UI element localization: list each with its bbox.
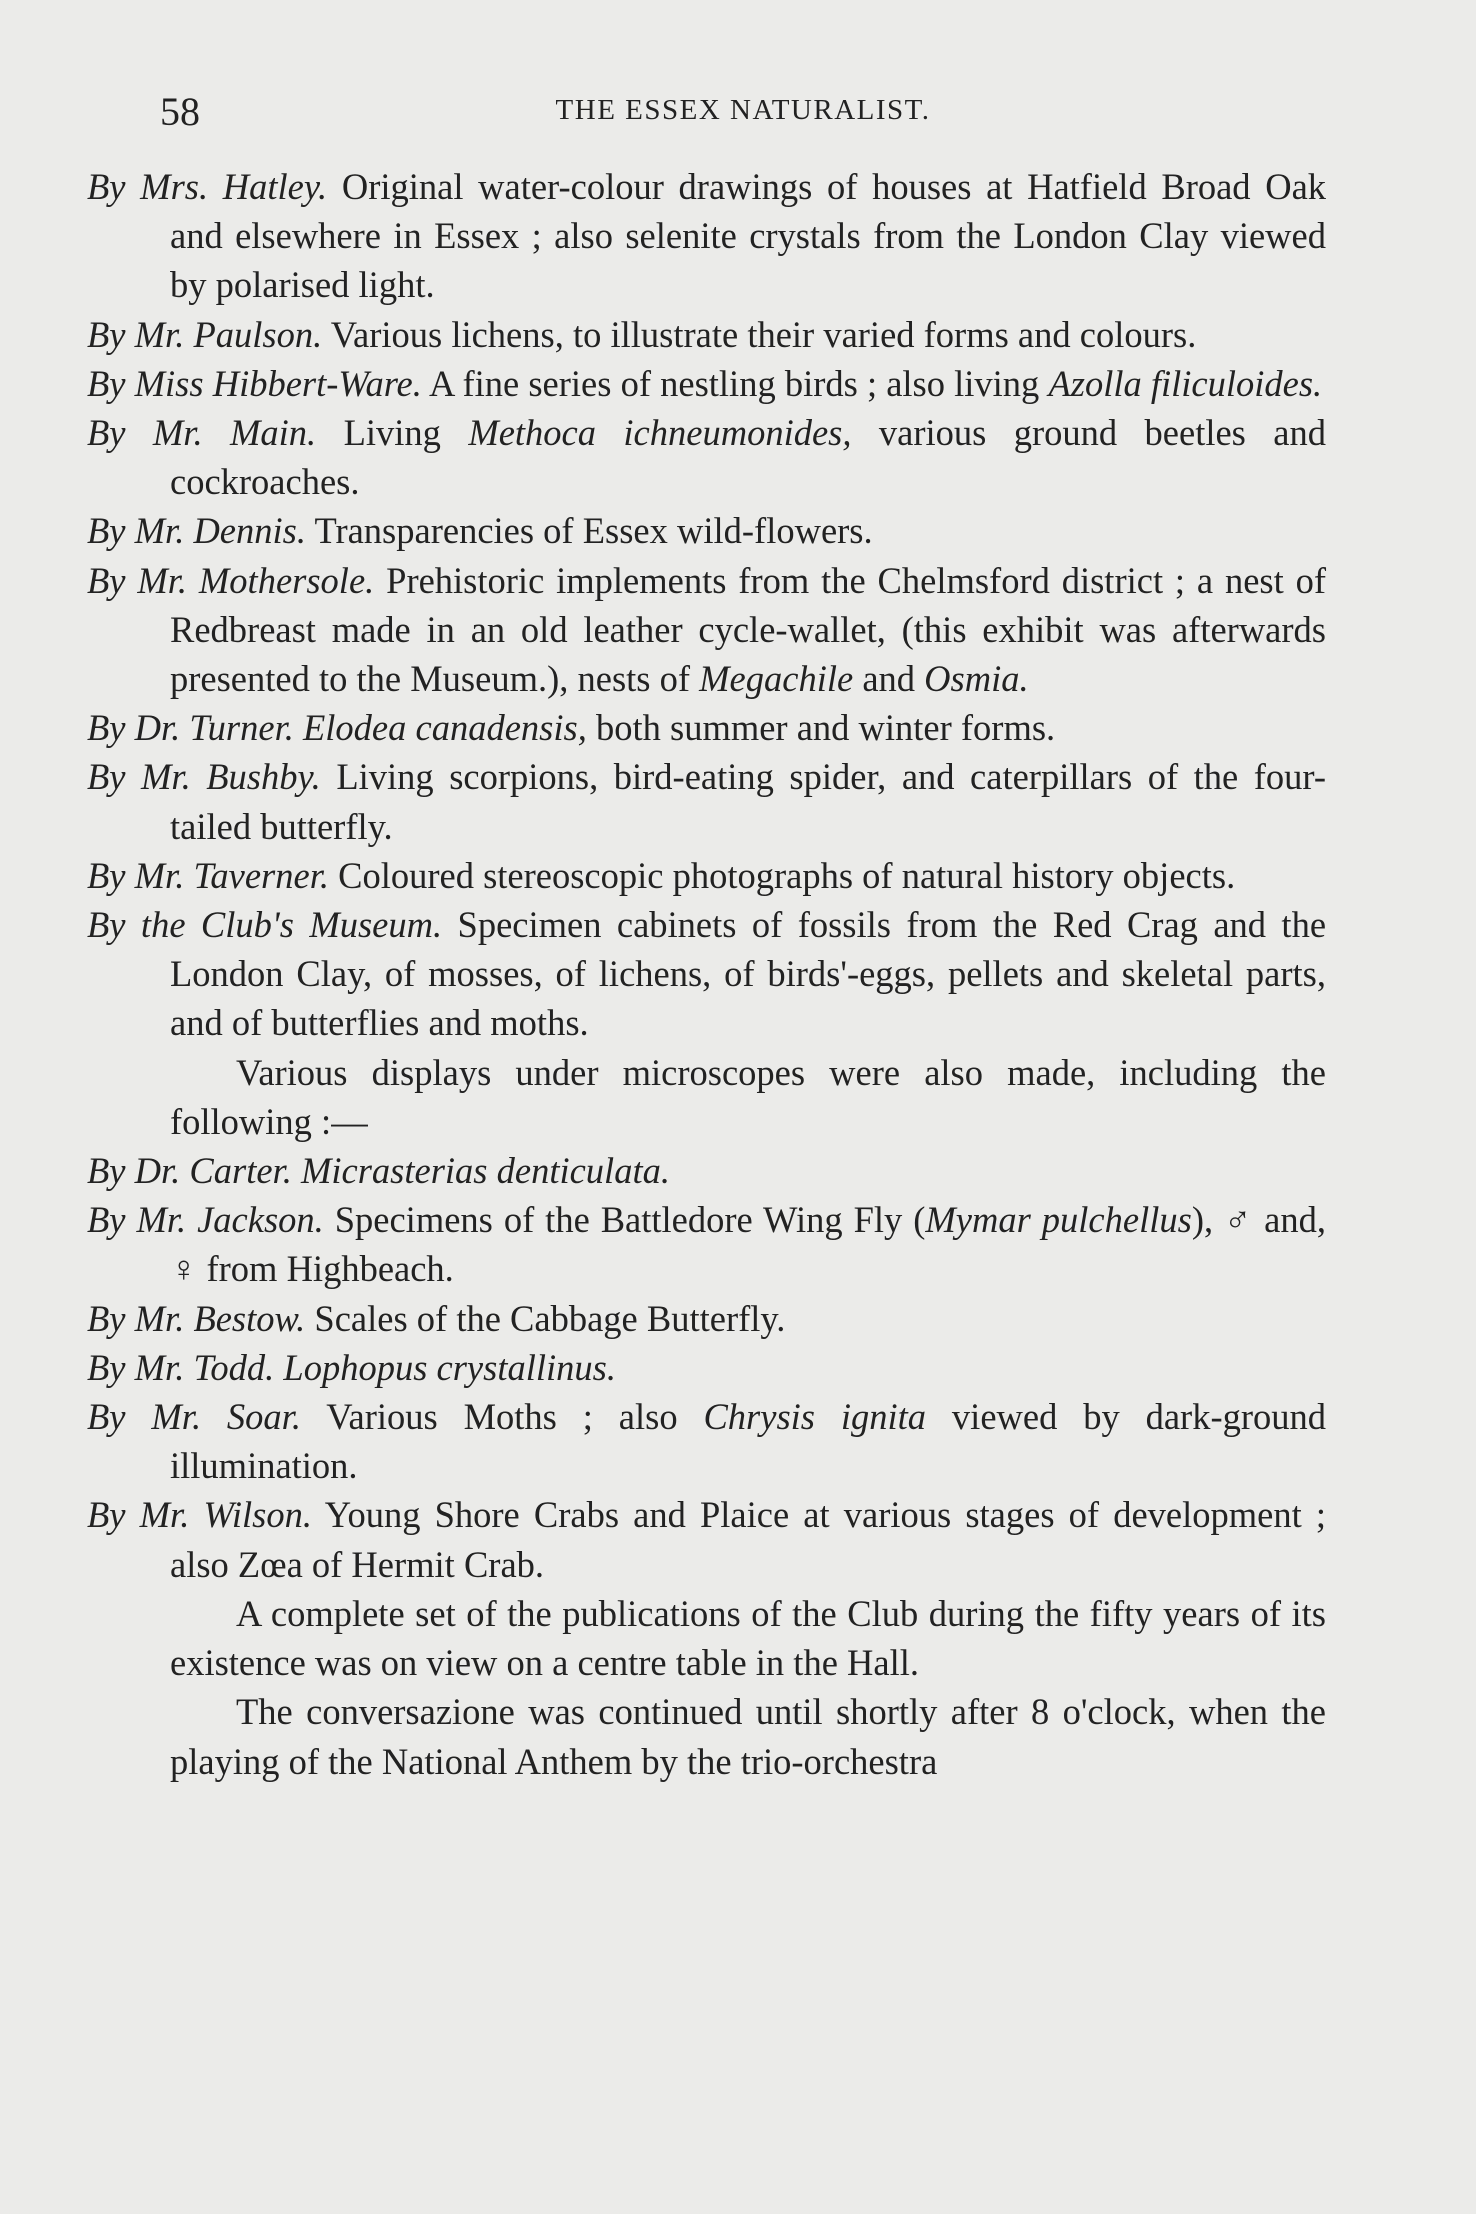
entry-text: and xyxy=(853,658,925,700)
entry-by: By xyxy=(87,362,126,404)
entry-by: By xyxy=(87,166,126,207)
page-number: 58 xyxy=(160,89,200,134)
exhibit-entry xyxy=(87,1343,1326,1392)
italic-text: Osmia. xyxy=(924,658,1029,700)
entry-text: A fine series of nestling birds ; also living xyxy=(429,362,1049,404)
exhibit-entry xyxy=(87,1392,1326,1490)
entry-by: By xyxy=(87,559,126,601)
entry-by: By xyxy=(87,510,126,552)
italic-text: Elodea canadensis, xyxy=(303,707,587,749)
italic-text: Mymar pulchellus xyxy=(925,1199,1192,1241)
closing-paragraphs xyxy=(170,1589,1326,1786)
exhibitor-name: Mr. Todd. xyxy=(134,1346,275,1388)
exhibit-entry xyxy=(87,1294,1326,1343)
entry-text: both summer and winter forms. xyxy=(586,707,1056,749)
entry-text: Specimens of the Battledore Wing Fly ( xyxy=(334,1199,926,1241)
entry-text: ), ♂ and, ♀ from Highbeach. xyxy=(170,1199,1327,1290)
entry-text: various ground beetles and cockroaches. xyxy=(170,412,1326,503)
entry-by: By xyxy=(87,412,126,454)
exhibit-entry xyxy=(87,703,1326,752)
entry-by: By xyxy=(87,707,126,749)
entry-by: By xyxy=(87,904,126,946)
entry-text: viewed by dark-ground illumination. xyxy=(170,1396,1326,1487)
entry-text: Prehistoric implements from the Chelmsford district ; a nest of Redbreast made in an old leather cycle-wallet, (this exhibit was afterwards presented to the Museum.), nests of xyxy=(170,559,1327,700)
exhibitor-name: Mr. Bestow. xyxy=(134,1297,306,1339)
exhibitor-name: the Club's Museum. xyxy=(140,904,443,946)
entry-text: Scales of the Cabbage Butterfly. xyxy=(314,1297,786,1339)
exhibitor-name: Mr. Taverner. xyxy=(134,854,329,896)
microscope-intro: Various displays under microscopes were also made, including the following :— xyxy=(170,1051,1326,1142)
exhibit-entry xyxy=(87,752,1326,850)
exhibit-entry xyxy=(87,1195,1327,1293)
entry-by: By xyxy=(87,1150,126,1192)
paragraph: A complete set of the publications of the Club during the fifty years of its existence was on view on a centre table in the Hall. xyxy=(170,1592,1326,1684)
entry-by: By xyxy=(87,1297,126,1339)
exhibit-entry xyxy=(87,1146,1326,1195)
exhibit-entry xyxy=(87,556,1327,704)
entry-text: Living scorpions, bird-eating spider, and caterpillars of the four-tailed butterfly. xyxy=(170,756,1326,847)
italic-text: Methoca ichneumonides, xyxy=(468,412,852,454)
exhibit-entry xyxy=(87,408,1326,506)
exhibitor-name: Mr. Wilson. xyxy=(139,1494,312,1536)
exhibit-list xyxy=(87,162,1327,1048)
paragraph: The conversazione was continued until shortly after 8 o'clock, when the playing of the National Anthem by the trio-orchestra xyxy=(170,1691,1326,1782)
entry-by: By xyxy=(87,756,126,798)
entry-text: Young Shore Crabs and Plaice at various stages of development ; also Zœa of Hermit Crab. xyxy=(170,1494,1326,1585)
exhibitor-name: Mr. Main. xyxy=(152,412,317,454)
exhibitor-name: Mr. Jackson. xyxy=(136,1199,324,1241)
microscope-exhibit-list xyxy=(87,1146,1327,1589)
page-header xyxy=(160,88,1326,138)
entry-by: By xyxy=(87,854,126,896)
exhibitor-name: Mrs. Hatley. xyxy=(140,166,328,207)
italic-text: Lophopus crystallinus. xyxy=(283,1346,616,1388)
entry-by: By xyxy=(87,313,126,355)
exhibit-entry xyxy=(87,851,1326,900)
italic-text: Chrysis ignita xyxy=(703,1396,927,1438)
entry-text: Various lichens, to illustrate their varied forms and colours. xyxy=(330,313,1197,355)
entry-by: By xyxy=(87,1199,126,1241)
exhibit-entry xyxy=(87,1490,1326,1588)
exhibitor-name: Miss Hibbert-Ware. xyxy=(134,362,422,404)
entry-by: By xyxy=(87,1396,126,1438)
italic-text: Azolla filiculoides. xyxy=(1048,362,1323,404)
entry-by: By xyxy=(87,1494,126,1536)
exhibitor-name: Dr. Carter. xyxy=(134,1150,292,1192)
entry-text: Coloured stereoscopic photographs of natural history objects. xyxy=(338,854,1236,896)
entry-text: Specimen cabinets of fossils from the Red Crag and the London Clay, of mosses, of lichens, of birds'-eggs, pellets and skeletal parts, and of butterflies and moths. xyxy=(170,904,1327,1044)
running-title: THE ESSEX NATURALIST. xyxy=(555,94,931,126)
exhibitor-name: Mr. Paulson. xyxy=(134,313,323,355)
exhibitor-name: Dr. Turner. xyxy=(134,707,294,749)
page-body xyxy=(87,162,1327,1786)
exhibitor-name: Mr. Dennis. xyxy=(134,510,306,552)
entry-text: Transparencies of Essex wild-flowers. xyxy=(314,510,873,552)
exhibitor-name: Mr. Mothersole. xyxy=(137,559,375,601)
exhibit-entry xyxy=(87,506,1326,555)
entry-text: Original water-colour drawings of houses at Hatfield Broad Oak and elsewhere in Essex ; also selenite crystals from the London Clay viewed by polarised light. xyxy=(170,166,1327,306)
italic-text: Micrasterias denticulata. xyxy=(300,1150,670,1192)
entry-by: By xyxy=(87,1346,126,1388)
exhibit-entry xyxy=(87,162,1327,310)
exhibitor-name: Mr. Bushby. xyxy=(141,756,321,798)
entry-text: Various Moths ; also xyxy=(326,1396,704,1438)
exhibitor-name: Mr. Soar. xyxy=(151,1396,301,1438)
exhibit-entry xyxy=(87,900,1327,1048)
italic-text: Megachile xyxy=(699,658,854,700)
entry-text: Living xyxy=(343,412,469,454)
exhibit-entry xyxy=(87,359,1326,408)
exhibit-entry xyxy=(87,310,1326,359)
